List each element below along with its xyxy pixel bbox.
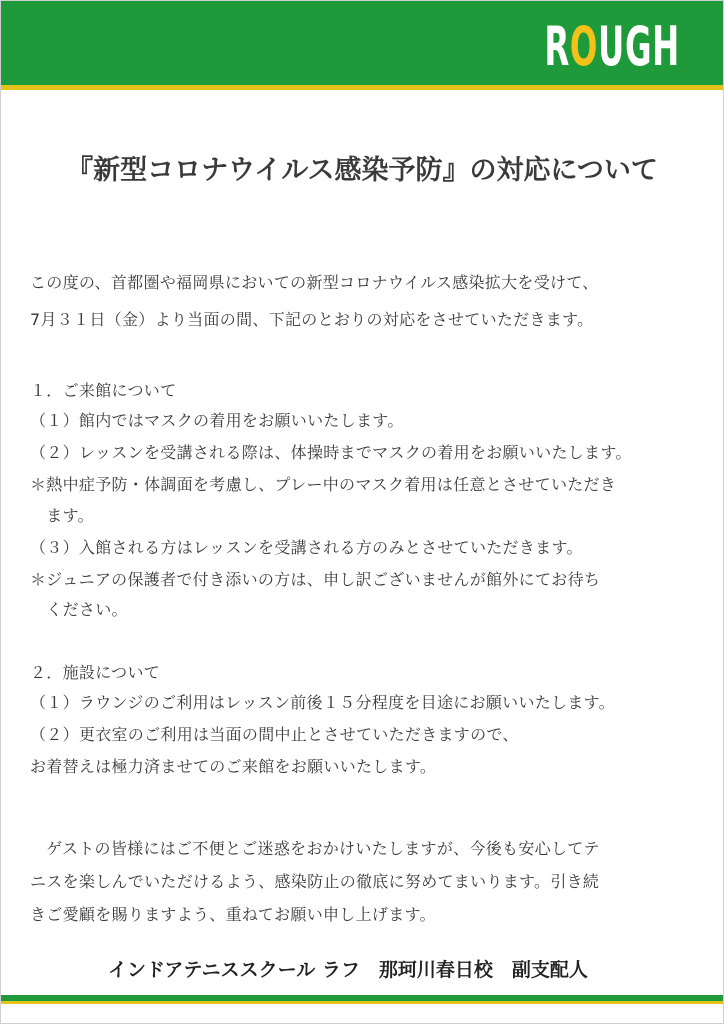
section1-line: ください。 bbox=[30, 600, 128, 619]
section1-line: （３）入館される方はレッスンを受講される方のみとさせていただきます。 bbox=[30, 538, 583, 557]
section1-line: （１）館内ではマスクの着用をお願いいたします。 bbox=[30, 411, 404, 430]
signature: インドアテニススクール ラフ 那珂川春日校 副支配人 bbox=[108, 959, 588, 981]
section1-line: ＊ジュニアの保護者で付き添いの方は、申し訳ございませんが館外にてお待ち bbox=[30, 570, 601, 589]
closing-line: きご愛顧を賜りますよう、重ねてお願い申し上げます。 bbox=[30, 905, 436, 924]
closing-line: ニスを楽しんでいただけるよう、感染防止の徹底に努めてまいります。引き続 bbox=[30, 872, 600, 891]
section2-heading: ２．施設について bbox=[30, 663, 161, 682]
section1-line: ＊熱中症予防・体調面を考慮し、プレー中のマスク着用は任意とさせていただき bbox=[30, 475, 617, 494]
notice-title: 『新型コロナウイルス感染予防』の対応について bbox=[66, 155, 658, 186]
intro-line: この度の、首都圏や福岡県においての新型コロナウイルス感染拡大を受けて、 bbox=[30, 273, 599, 292]
header-yellow-stripe bbox=[1, 85, 723, 90]
footer-yellow-stripe bbox=[1, 1001, 723, 1004]
section2-line: （１）ラウンジのご利用はレッスン前後１５分程度を目途にお願いいたします。 bbox=[30, 693, 615, 712]
section1-line: ます。 bbox=[30, 506, 94, 525]
closing-line: ゲストの皆様にはご不便とご迷惑をおかけいたしますが、今後も安心してテ bbox=[30, 839, 600, 858]
section2-line: （２）更衣室のご利用は当面の間中止とさせていただきますので、 bbox=[30, 725, 519, 744]
section1-line: （２）レッスンを受講される際は、体操時までマスクの着用をお願いいたします。 bbox=[30, 443, 632, 462]
section1-heading: １．ご来館について bbox=[30, 381, 177, 400]
intro-line: 7月３１日（金）より当面の間、下記のとおりの対応をさせていただきます。 bbox=[30, 310, 594, 329]
section2-line: お着替えは極力済ませてのご来館をお願いいたします。 bbox=[30, 757, 437, 776]
rough-logo: ROUGH bbox=[544, 15, 680, 78]
